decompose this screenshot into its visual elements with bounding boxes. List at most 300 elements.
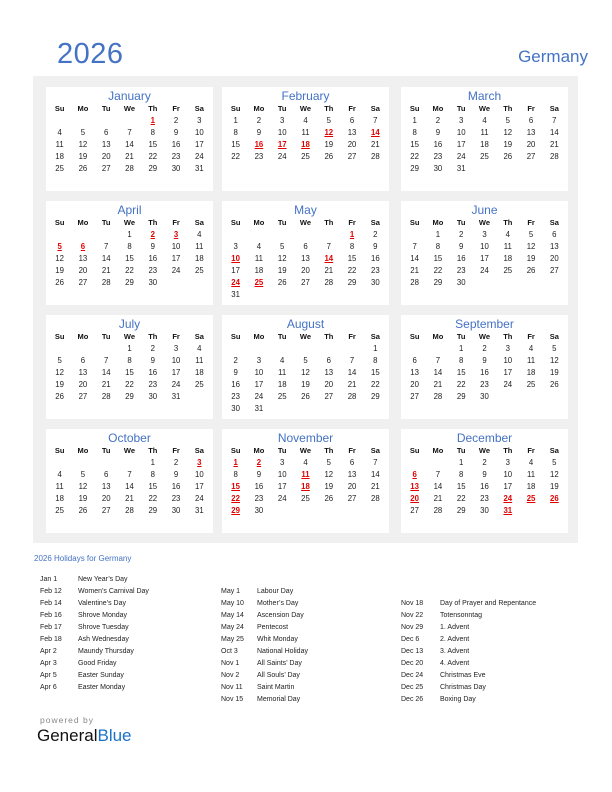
holiday-row xyxy=(40,658,149,670)
day-cell: 14 xyxy=(101,368,111,377)
day-cell: 8 xyxy=(150,470,155,479)
brand-general: General xyxy=(37,726,98,745)
day-cell: 28 xyxy=(410,278,419,287)
weekday-header: Th xyxy=(503,332,513,341)
weekday-header: Th xyxy=(148,446,158,455)
weekday-header: Su xyxy=(409,446,420,455)
day-cell: 5 xyxy=(280,242,285,251)
weekday-header: Fr xyxy=(172,446,180,455)
holiday-row xyxy=(40,610,149,622)
holiday-name: Valentine’s Day xyxy=(78,600,126,607)
weekday-header: Tu xyxy=(456,104,466,113)
day-cell: 4 xyxy=(303,116,308,125)
weekday-header: Th xyxy=(324,218,334,227)
month-august xyxy=(222,315,389,419)
holiday-day-cell: 22 xyxy=(231,494,240,503)
holiday-day-cell: 3 xyxy=(173,230,179,239)
month-december xyxy=(401,429,568,533)
weekday-header: We xyxy=(299,104,312,113)
weekday-header: Su xyxy=(230,104,241,113)
month-february xyxy=(222,87,389,191)
day-cell: 28 xyxy=(433,506,443,515)
empty-cell xyxy=(71,457,94,469)
day-cell: 10 xyxy=(503,356,513,365)
day-cell: 30 xyxy=(456,278,466,287)
day-cell: 31 xyxy=(456,164,466,173)
month-november xyxy=(222,429,389,533)
day-cell: 7 xyxy=(552,116,557,125)
day-cell: 22 xyxy=(347,266,357,275)
day-cell: 25 xyxy=(277,392,287,401)
day-cell: 18 xyxy=(503,254,513,263)
day-cell: 12 xyxy=(301,368,310,377)
empty-cell xyxy=(317,343,340,355)
day-cell: 8 xyxy=(233,470,238,479)
holiday-date: May 10 xyxy=(221,600,244,607)
holiday-day-cell: 25 xyxy=(254,278,264,287)
holiday-name: All Saints’ Day xyxy=(257,660,302,667)
day-cell: 6 xyxy=(303,242,308,251)
day-cell: 17 xyxy=(171,254,181,263)
day-cell: 23 xyxy=(480,380,489,389)
day-cell: 2 xyxy=(435,116,441,125)
day-cell: 8 xyxy=(127,356,132,365)
month-title: April xyxy=(117,203,142,217)
day-cell: 19 xyxy=(277,266,287,275)
day-cell: 30 xyxy=(480,392,489,401)
holiday-day-cell: 25 xyxy=(526,494,536,503)
day-cell: 4 xyxy=(505,230,510,239)
day-cell: 7 xyxy=(435,356,441,365)
day-cell: 15 xyxy=(456,482,466,491)
holidays-column xyxy=(401,598,536,706)
day-cell: 28 xyxy=(101,392,111,401)
day-cell: 6 xyxy=(349,116,355,125)
day-cell: 18 xyxy=(55,152,64,161)
weekday-header: Th xyxy=(148,332,158,341)
day-cell: 24 xyxy=(171,380,181,389)
powered-by-label: powered by xyxy=(40,715,94,725)
day-cell: 7 xyxy=(326,242,331,251)
day-cell: 19 xyxy=(55,380,64,389)
holiday-row xyxy=(221,670,308,682)
holiday-day-cell: 24 xyxy=(231,278,240,287)
weekday-header: Sa xyxy=(549,446,559,455)
weekday-header: Tu xyxy=(277,446,287,455)
day-cell: 5 xyxy=(57,356,62,365)
holiday-day-cell: 29 xyxy=(231,506,240,515)
holiday-row xyxy=(221,646,308,658)
day-cell: 4 xyxy=(57,470,62,479)
day-cell: 22 xyxy=(410,152,419,161)
empty-cell xyxy=(118,115,141,127)
day-cell: 28 xyxy=(371,152,380,161)
day-cell: 23 xyxy=(254,494,264,503)
day-cell: 21 xyxy=(371,140,380,149)
day-cell: 21 xyxy=(125,494,134,503)
empty-cell xyxy=(48,115,71,127)
day-cell: 25 xyxy=(526,380,536,389)
day-cell: 5 xyxy=(80,470,86,479)
holiday-date: Nov 22 xyxy=(401,612,424,619)
day-cell: 19 xyxy=(550,482,559,491)
day-cell: 26 xyxy=(503,152,513,161)
day-cell: 24 xyxy=(480,266,489,275)
holiday-name: Day of Prayer and Repentance xyxy=(440,600,537,607)
day-cell: 22 xyxy=(456,380,466,389)
country-title: Germany xyxy=(518,47,588,66)
weekday-header: Tu xyxy=(277,104,287,113)
holiday-date: Apr 2 xyxy=(40,648,57,655)
day-cell: 7 xyxy=(104,242,109,251)
day-cell: 19 xyxy=(301,380,310,389)
day-cell: 17 xyxy=(254,380,264,389)
day-cell: 9 xyxy=(173,470,179,479)
month-title: February xyxy=(281,89,330,103)
day-cell: 1 xyxy=(150,458,155,467)
month-july xyxy=(46,315,213,419)
empty-cell xyxy=(271,229,294,241)
weekday-header: Th xyxy=(503,218,513,227)
holidays-title: 2026 Holidays for Germany xyxy=(34,554,132,563)
holiday-row xyxy=(221,622,308,634)
holiday-date: Apr 3 xyxy=(40,660,57,667)
day-cell: 9 xyxy=(173,128,179,137)
month-grid xyxy=(401,103,568,175)
day-cell: 19 xyxy=(78,152,88,161)
holiday-row xyxy=(40,622,149,634)
weekday-header: Th xyxy=(503,104,513,113)
holiday-day-cell: 10 xyxy=(231,254,240,263)
day-cell: 27 xyxy=(526,152,536,161)
day-cell: 15 xyxy=(433,254,443,263)
day-cell: 23 xyxy=(171,152,181,161)
day-cell: 3 xyxy=(459,116,464,125)
day-cell: 8 xyxy=(233,128,238,137)
day-cell: 13 xyxy=(301,254,310,263)
day-cell: 11 xyxy=(527,356,536,365)
day-cell: 24 xyxy=(456,152,466,161)
empty-cell xyxy=(224,343,247,355)
holiday-day-cell: 17 xyxy=(277,140,287,149)
holiday-date: Nov 18 xyxy=(401,600,424,607)
month-grid xyxy=(222,331,389,415)
day-cell: 12 xyxy=(55,368,64,377)
day-cell: 23 xyxy=(148,266,158,275)
weekday-header: Mo xyxy=(432,446,444,455)
day-cell: 14 xyxy=(433,482,443,491)
empty-cell xyxy=(247,343,270,355)
day-cell: 7 xyxy=(435,470,441,479)
day-cell: 2 xyxy=(173,458,179,467)
day-cell: 5 xyxy=(326,116,331,125)
day-cell: 28 xyxy=(125,164,134,173)
weekday-header: Th xyxy=(324,104,334,113)
day-cell: 10 xyxy=(277,470,287,479)
month-grid xyxy=(46,103,213,175)
weekday-header: Fr xyxy=(348,446,356,455)
holiday-name: Ascension Day xyxy=(257,612,304,619)
day-cell: 11 xyxy=(195,242,204,251)
weekday-header: Su xyxy=(409,104,420,113)
weekday-header: We xyxy=(478,104,491,113)
month-title: August xyxy=(286,317,325,331)
day-cell: 11 xyxy=(195,356,204,365)
day-cell: 24 xyxy=(277,494,287,503)
day-cell: 6 xyxy=(412,356,417,365)
empty-cell xyxy=(71,115,94,127)
day-cell: 14 xyxy=(371,470,380,479)
day-cell: 15 xyxy=(148,482,158,491)
day-cell: 11 xyxy=(55,482,64,491)
month-april xyxy=(46,201,213,305)
holiday-row xyxy=(221,598,308,610)
day-cell: 3 xyxy=(280,458,285,467)
day-cell: 18 xyxy=(277,380,287,389)
weekday-header: Fr xyxy=(527,332,535,341)
day-cell: 20 xyxy=(324,380,334,389)
holiday-day-cell: 31 xyxy=(503,506,513,515)
day-cell: 19 xyxy=(55,266,64,275)
holiday-row xyxy=(401,646,536,658)
day-cell: 21 xyxy=(371,482,380,491)
day-cell: 25 xyxy=(55,164,64,173)
day-cell: 5 xyxy=(80,128,86,137)
holiday-name: Maundy Thursday xyxy=(78,648,134,655)
day-cell: 28 xyxy=(101,278,111,287)
day-cell: 11 xyxy=(503,242,512,251)
weekday-header: Su xyxy=(230,446,241,455)
day-cell: 14 xyxy=(550,128,559,137)
day-cell: 27 xyxy=(78,392,88,401)
day-cell: 4 xyxy=(256,242,262,251)
day-cell: 31 xyxy=(171,392,181,401)
day-cell: 17 xyxy=(277,482,287,491)
day-cell: 21 xyxy=(410,266,419,275)
day-cell: 15 xyxy=(125,368,134,377)
day-cell: 19 xyxy=(503,140,513,149)
holiday-row xyxy=(221,586,308,598)
month-title: July xyxy=(118,317,141,331)
day-cell: 27 xyxy=(410,392,419,401)
day-cell: 4 xyxy=(482,116,487,125)
day-cell: 16 xyxy=(433,140,443,149)
holiday-name: 3. Advent xyxy=(440,648,470,655)
holidays-column xyxy=(221,586,308,706)
day-cell: 27 xyxy=(301,278,310,287)
day-cell: 14 xyxy=(125,140,134,149)
day-cell: 28 xyxy=(125,506,134,515)
day-cell: 2 xyxy=(233,356,238,365)
day-cell: 28 xyxy=(433,392,443,401)
empty-cell xyxy=(294,343,317,355)
holiday-day-cell: 24 xyxy=(503,494,513,503)
day-cell: 13 xyxy=(526,128,536,137)
empty-cell xyxy=(340,343,363,355)
holidays-column xyxy=(40,574,149,694)
day-cell: 6 xyxy=(104,470,109,479)
weekday-header: Sa xyxy=(194,104,204,113)
weekday-header: Mo xyxy=(77,332,89,341)
day-cell: 20 xyxy=(101,494,111,503)
day-cell: 13 xyxy=(324,368,334,377)
weekday-header: Sa xyxy=(549,332,559,341)
day-cell: 17 xyxy=(195,140,204,149)
year-title: 2026 xyxy=(57,38,124,70)
weekday-header: Sa xyxy=(370,446,380,455)
day-cell: 18 xyxy=(526,482,536,491)
holiday-row xyxy=(401,610,536,622)
month-january xyxy=(46,87,213,191)
holiday-row xyxy=(40,670,149,682)
day-cell: 4 xyxy=(528,344,534,353)
day-cell: 2 xyxy=(459,230,464,239)
day-cell: 24 xyxy=(503,380,513,389)
holiday-row xyxy=(221,610,308,622)
month-grid xyxy=(401,445,568,517)
day-cell: 23 xyxy=(254,152,264,161)
month-title: June xyxy=(471,203,498,217)
day-cell: 23 xyxy=(148,380,158,389)
day-cell: 27 xyxy=(410,506,419,515)
day-cell: 29 xyxy=(456,506,466,515)
weekday-header: Su xyxy=(54,332,65,341)
day-cell: 29 xyxy=(410,164,419,173)
day-cell: 9 xyxy=(459,242,464,251)
holiday-row xyxy=(40,682,149,694)
day-cell: 29 xyxy=(148,164,158,173)
holiday-date: Nov 29 xyxy=(401,624,424,631)
day-cell: 21 xyxy=(433,380,443,389)
day-cell: 21 xyxy=(550,140,559,149)
weekday-header: Th xyxy=(148,218,158,227)
day-cell: 21 xyxy=(101,266,111,275)
weekday-header: Th xyxy=(324,446,334,455)
weekday-header: We xyxy=(478,218,491,227)
day-cell: 23 xyxy=(433,152,443,161)
day-cell: 16 xyxy=(171,482,181,491)
day-cell: 3 xyxy=(280,116,285,125)
empty-cell xyxy=(403,229,426,241)
day-cell: 22 xyxy=(456,494,466,503)
day-cell: 29 xyxy=(456,392,466,401)
day-cell: 4 xyxy=(280,356,285,365)
holiday-name: Shrove Monday xyxy=(78,612,128,619)
day-cell: 29 xyxy=(433,278,443,287)
day-cell: 21 xyxy=(433,494,443,503)
empty-cell xyxy=(48,343,71,355)
weekday-header: We xyxy=(123,104,136,113)
day-cell: 20 xyxy=(101,152,111,161)
day-cell: 22 xyxy=(433,266,443,275)
month-grid xyxy=(222,103,389,163)
holiday-name: Boxing Day xyxy=(440,696,476,703)
holiday-day-cell: 26 xyxy=(550,494,559,503)
day-cell: 9 xyxy=(256,470,262,479)
day-cell: 17 xyxy=(503,482,513,491)
day-cell: 24 xyxy=(277,152,287,161)
day-cell: 27 xyxy=(324,392,334,401)
day-cell: 9 xyxy=(435,128,441,137)
day-cell: 23 xyxy=(231,392,240,401)
day-cell: 12 xyxy=(324,470,334,479)
day-cell: 20 xyxy=(347,140,357,149)
weekday-header: Sa xyxy=(370,218,380,227)
weekday-header: Mo xyxy=(253,446,265,455)
holiday-name: National Holiday xyxy=(257,648,308,655)
day-cell: 3 xyxy=(233,242,238,251)
weekday-header: We xyxy=(478,446,491,455)
weekday-header: Mo xyxy=(77,446,89,455)
day-cell: 4 xyxy=(303,458,308,467)
day-cell: 9 xyxy=(233,368,238,377)
holiday-day-cell: 15 xyxy=(231,482,240,491)
holiday-day-cell: 16 xyxy=(254,140,264,149)
empty-cell xyxy=(71,343,94,355)
weekday-header: Fr xyxy=(348,218,356,227)
month-grid xyxy=(46,331,213,403)
holiday-day-cell: 13 xyxy=(410,482,419,491)
day-cell: 25 xyxy=(55,506,64,515)
day-cell: 6 xyxy=(326,356,331,365)
weekday-header: Su xyxy=(230,332,241,341)
day-cell: 26 xyxy=(324,494,334,503)
day-cell: 24 xyxy=(171,266,181,275)
brand-blue: Blue xyxy=(97,726,132,745)
day-cell: 25 xyxy=(301,494,310,503)
holiday-day-cell: 14 xyxy=(324,254,334,263)
holiday-row xyxy=(401,670,536,682)
month-march xyxy=(401,87,568,191)
day-cell: 27 xyxy=(550,266,559,275)
holiday-name: Easter Sunday xyxy=(78,672,124,679)
day-cell: 11 xyxy=(254,254,263,263)
holiday-day-cell: 20 xyxy=(410,494,419,503)
day-cell: 20 xyxy=(550,254,559,263)
day-cell: 22 xyxy=(125,266,134,275)
weekday-header: Fr xyxy=(348,332,356,341)
weekday-header: Sa xyxy=(370,332,380,341)
day-cell: 27 xyxy=(101,164,111,173)
day-cell: 29 xyxy=(125,392,134,401)
weekday-header: Th xyxy=(503,446,513,455)
day-cell: 24 xyxy=(254,392,264,401)
day-cell: 12 xyxy=(503,128,513,137)
empty-cell xyxy=(118,457,141,469)
holiday-row xyxy=(221,634,308,646)
day-cell: 18 xyxy=(55,494,64,503)
month-september xyxy=(401,315,568,419)
empty-cell xyxy=(271,343,294,355)
day-cell: 19 xyxy=(526,254,536,263)
day-cell: 6 xyxy=(80,356,86,365)
empty-cell xyxy=(403,457,426,469)
weekday-header: Fr xyxy=(172,104,180,113)
month-title: May xyxy=(294,203,317,217)
day-cell: 18 xyxy=(254,266,264,275)
day-cell: 7 xyxy=(127,128,132,137)
day-cell: 1 xyxy=(459,458,464,467)
day-cell: 4 xyxy=(197,230,202,239)
day-cell: 16 xyxy=(371,254,380,263)
weekday-header: Mo xyxy=(432,104,444,113)
holiday-name: Totensonntag xyxy=(440,612,483,619)
weekday-header: Sa xyxy=(549,218,559,227)
day-cell: 16 xyxy=(480,482,489,491)
day-cell: 16 xyxy=(456,254,466,263)
day-cell: 29 xyxy=(371,392,380,401)
holiday-day-cell: 2 xyxy=(150,230,155,239)
